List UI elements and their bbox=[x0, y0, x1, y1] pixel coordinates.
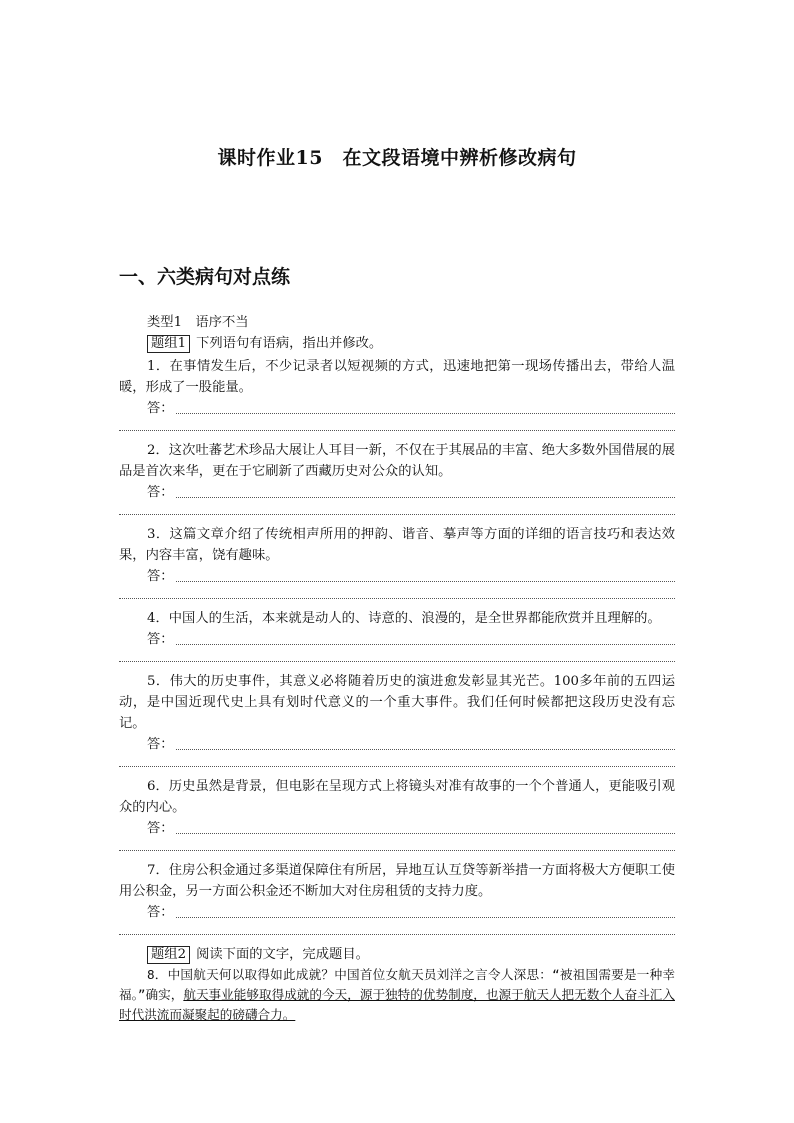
answer-field[interactable] bbox=[119, 566, 675, 587]
question-text: 6．历史虽然是背景，但电影在呈现方式上将镜头对准有故事的一个个普通人，更能吸引观众的内心。 bbox=[119, 779, 675, 815]
answer-line[interactable] bbox=[119, 650, 675, 662]
question-text: 7．住房公积金通过多渠道保障住有所居，异地互认互贷等新举措一方面将极大方便职工使用公积金，另一方面公积金还不断加大对住房租赁的支持力度。 bbox=[119, 863, 675, 899]
page-title: 课时作业15 在文段语境中辨析修改病句 bbox=[217, 147, 577, 169]
question-7 bbox=[119, 860, 675, 935]
answer-label: 答： bbox=[147, 401, 174, 416]
question-5 bbox=[119, 671, 675, 767]
group1-header bbox=[119, 333, 675, 354]
answer-field[interactable] bbox=[119, 818, 675, 839]
question-8 bbox=[119, 965, 675, 1025]
answer-line[interactable] bbox=[176, 833, 675, 834]
group2-instruction: 阅读下面的文字，完成题目。 bbox=[196, 947, 369, 962]
answer-line[interactable] bbox=[176, 749, 675, 750]
answer-label: 答： bbox=[147, 737, 174, 752]
answer-label: 答： bbox=[147, 821, 174, 836]
answer-label: 答： bbox=[147, 905, 174, 920]
answer-field[interactable] bbox=[119, 734, 675, 755]
answer-line[interactable] bbox=[119, 587, 675, 599]
answer-line[interactable] bbox=[176, 497, 675, 498]
answer-line[interactable] bbox=[119, 839, 675, 851]
answer-line[interactable] bbox=[119, 923, 675, 935]
question-text: 1．在事情发生后，不少记录者以短视频的方式，迅速地把第一现场传播出去，带给人温暖，形成了一股能量。 bbox=[119, 359, 675, 395]
question-6 bbox=[119, 776, 675, 851]
type-label: 类型1 语序不当 bbox=[147, 315, 249, 330]
question-3 bbox=[119, 524, 675, 599]
question-text: 2．这次吐蕃艺术珍品大展让人耳目一新，不仅在于其展品的丰富、绝大多数外国借展的展品是首次来华，更在于它刷新了西藏历史对公众的认知。 bbox=[119, 443, 675, 479]
answer-field[interactable] bbox=[119, 482, 675, 503]
section-heading: 一、六类病句对点练 bbox=[119, 266, 291, 288]
question-1 bbox=[119, 356, 675, 431]
group2-header bbox=[119, 944, 675, 965]
answer-line[interactable] bbox=[119, 503, 675, 515]
answer-line[interactable] bbox=[176, 413, 675, 414]
answer-line[interactable] bbox=[119, 755, 675, 767]
group1-instruction: 下列语句有语病，指出并修改。 bbox=[196, 336, 383, 351]
question-8-underlined-sentence: 航天事业能够取得成就的今天，源于独特的优势制度，也源于航天人把无数个人奋斗汇入时代洪流而凝聚起的磅礴合力。 bbox=[119, 987, 675, 1022]
answer-line[interactable] bbox=[176, 644, 675, 645]
answer-line[interactable] bbox=[176, 917, 675, 918]
answer-field[interactable] bbox=[119, 398, 675, 419]
answer-field[interactable] bbox=[119, 902, 675, 923]
answer-label: 答： bbox=[147, 632, 174, 647]
answer-field[interactable] bbox=[119, 629, 675, 650]
question-text: 3．这篇文章介绍了传统相声所用的押韵、谐音、摹声等方面的详细的语言技巧和表达效果，内容丰富，饶有趣味。 bbox=[119, 527, 675, 563]
question-4 bbox=[119, 608, 675, 662]
answer-label: 答： bbox=[147, 569, 174, 584]
answer-label: 答： bbox=[147, 485, 174, 500]
group2-label: 题组2 bbox=[147, 946, 190, 964]
question-text: 5．伟大的历史事件，其意义必将随着历史的演进愈发彰显其光芒。100多年前的五四运动，是中国近现代史上具有划时代意义的一个重大事件。我们任何时候都把这段历史没有忘记。 bbox=[119, 674, 675, 731]
question-8-lead: 8．中国航天何以取得如此成就？中国首位女航天员刘洋之言令人深思：“被祖国需要是一种幸福。”确实， bbox=[119, 967, 675, 1002]
question-text: 4．中国人的生活，本来就是动人的、诗意的、浪漫的，是全世界都能欣赏并且理解的。 bbox=[147, 611, 661, 626]
question-2 bbox=[119, 440, 675, 515]
answer-line[interactable] bbox=[176, 581, 675, 582]
group1-label: 题组1 bbox=[147, 335, 190, 353]
exercise-content bbox=[119, 312, 675, 1025]
answer-line[interactable] bbox=[119, 419, 675, 431]
